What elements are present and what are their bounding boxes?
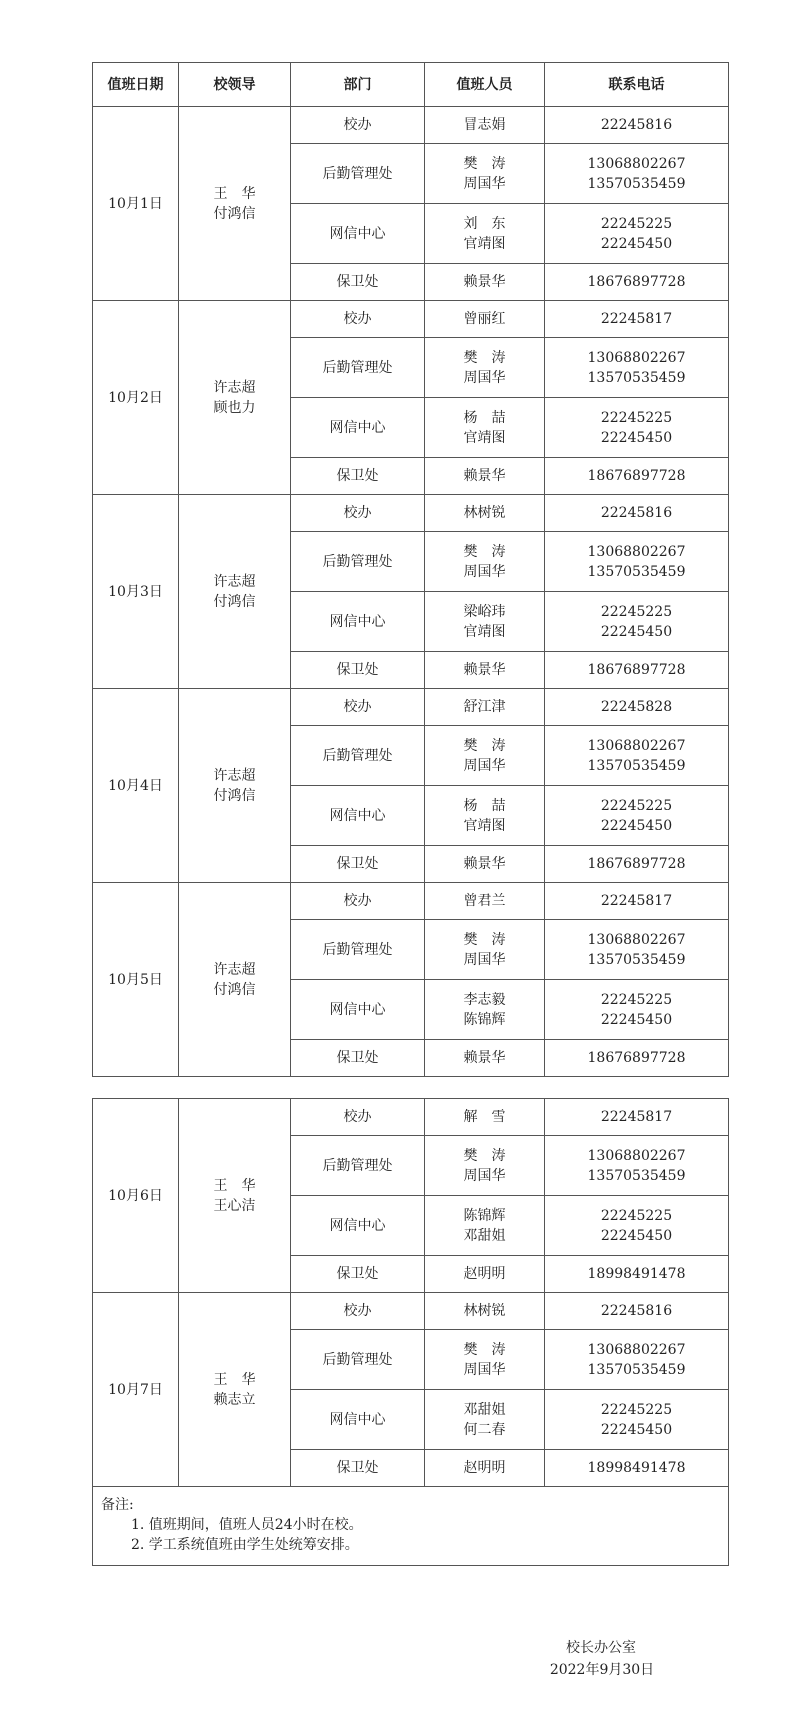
staff (425, 204, 545, 264)
staff-line: 赖景华 (463, 1050, 506, 1066)
department: 网信中心 (291, 592, 425, 652)
staff-line: 官靖图 (463, 623, 506, 640)
staff (425, 495, 545, 532)
staff-line: 曾丽红 (463, 311, 506, 327)
staff-line: 樊 涛 (463, 931, 506, 948)
phone (545, 980, 729, 1040)
staff (425, 1450, 545, 1487)
header-date: 值班日期 (93, 63, 179, 107)
phone-line: 13570535459 (587, 369, 686, 386)
staff-line: 赖景华 (463, 856, 506, 872)
department: 网信中心 (291, 398, 425, 458)
staff-line: 何二春 (463, 1421, 506, 1438)
phone-line: 13570535459 (587, 1167, 686, 1184)
notes-title: 备注: (101, 1497, 134, 1513)
department: 后勤管理处 (291, 726, 425, 786)
phone-line: 13068802267 (587, 155, 686, 172)
leaders (179, 107, 291, 301)
staff-line: 解 雪 (463, 1109, 506, 1125)
staff-line: 赵明明 (463, 1266, 506, 1282)
department: 保卫处 (291, 264, 425, 301)
staff-line: 周国华 (463, 1361, 506, 1378)
leaders (179, 689, 291, 883)
phone-line: 18676897728 (587, 1050, 686, 1066)
phone (545, 301, 729, 338)
staff (425, 1040, 545, 1077)
phone-line: 22245225 (600, 797, 673, 814)
staff-line: 邓甜姐 (463, 1227, 506, 1244)
department: 保卫处 (291, 652, 425, 689)
phone (545, 592, 729, 652)
duty-date: 10月2日 (93, 301, 179, 495)
phone (545, 726, 729, 786)
department: 校办 (291, 883, 425, 920)
department: 校办 (291, 689, 425, 726)
department: 网信中心 (291, 1390, 425, 1450)
department: 校办 (291, 1099, 425, 1136)
staff (425, 1293, 545, 1330)
staff-line: 樊 涛 (463, 1147, 506, 1164)
phone-line: 22245450 (600, 1421, 673, 1438)
staff-line: 林树锐 (463, 505, 506, 521)
department: 网信中心 (291, 204, 425, 264)
department: 后勤管理处 (291, 338, 425, 398)
leaders-line: 赖志立 (213, 1391, 256, 1408)
phone (545, 1256, 729, 1293)
notes-cell (93, 1487, 729, 1566)
phone-line: 13570535459 (587, 563, 686, 580)
header-phone: 联系电话 (545, 63, 729, 107)
duty-table-body-1 (93, 107, 729, 1077)
phone-line: 18998491478 (587, 1460, 686, 1476)
duty-date: 10月4日 (93, 689, 179, 883)
duty-date: 10月3日 (93, 495, 179, 689)
phone (545, 1293, 729, 1330)
leaders-line: 付鸿信 (213, 205, 256, 222)
staff (425, 264, 545, 301)
duty-table-page-1 (92, 62, 729, 1077)
phone-line: 13570535459 (587, 757, 686, 774)
phone (545, 1330, 729, 1390)
phone (545, 846, 729, 883)
staff (425, 458, 545, 495)
department: 保卫处 (291, 846, 425, 883)
leaders (179, 1293, 291, 1487)
phone-line: 22245450 (600, 429, 673, 446)
phone (545, 920, 729, 980)
department: 校办 (291, 495, 425, 532)
leaders (179, 883, 291, 1077)
department: 后勤管理处 (291, 920, 425, 980)
staff-line: 赖景华 (463, 662, 506, 678)
phone (545, 652, 729, 689)
staff-line: 周国华 (463, 369, 506, 386)
signature-date: 2022年9月30日 (549, 1662, 655, 1678)
staff (425, 726, 545, 786)
staff-line: 邓甜姐 (463, 1401, 506, 1418)
table-row (93, 1099, 729, 1136)
phone-line: 22245225 (600, 603, 673, 620)
duty-table-body-2 (93, 1099, 729, 1487)
phone (545, 458, 729, 495)
department: 后勤管理处 (291, 144, 425, 204)
phone (545, 786, 729, 846)
department: 保卫处 (291, 1040, 425, 1077)
staff (425, 786, 545, 846)
staff (425, 338, 545, 398)
staff (425, 1330, 545, 1390)
staff-line: 周国华 (463, 563, 506, 580)
staff-line: 赵明明 (463, 1460, 506, 1476)
department: 校办 (291, 107, 425, 144)
phone-line: 13570535459 (587, 175, 686, 192)
table-row (93, 495, 729, 532)
phone-line: 18676897728 (587, 468, 686, 484)
leaders-line: 王 华 (213, 1177, 256, 1194)
staff-line: 梁峪玮 (463, 603, 506, 620)
staff-line: 曾君兰 (463, 893, 506, 909)
staff-line: 冒志娟 (463, 117, 506, 133)
department: 网信中心 (291, 980, 425, 1040)
leaders-line: 王 华 (213, 185, 256, 202)
phone-line: 13068802267 (587, 543, 686, 560)
table-row (93, 883, 729, 920)
header-staff: 值班人员 (425, 63, 545, 107)
staff (425, 107, 545, 144)
staff-line: 樊 涛 (463, 1341, 506, 1358)
phone (545, 338, 729, 398)
phone (545, 883, 729, 920)
staff-line: 杨 喆 (463, 409, 506, 426)
phone-line: 13068802267 (587, 931, 686, 948)
phone-line: 22245816 (600, 505, 673, 521)
phone-line: 22245817 (600, 311, 673, 327)
staff (425, 980, 545, 1040)
leaders-line: 王心洁 (213, 1197, 256, 1214)
staff (425, 652, 545, 689)
staff-line: 李志毅 (463, 991, 506, 1008)
phone-line: 22245450 (600, 1227, 673, 1244)
department: 校办 (291, 301, 425, 338)
staff-line: 杨 喆 (463, 797, 506, 814)
notes-row (93, 1487, 729, 1566)
leaders-line: 许志超 (213, 961, 256, 978)
staff-line: 周国华 (463, 175, 506, 192)
phone-line: 13068802267 (587, 1341, 686, 1358)
duty-date: 10月6日 (93, 1099, 179, 1293)
staff-line: 周国华 (463, 757, 506, 774)
staff-line: 周国华 (463, 1167, 506, 1184)
department: 网信中心 (291, 786, 425, 846)
phone-line: 18676897728 (587, 274, 686, 290)
staff (425, 1136, 545, 1196)
phone-line: 13570535459 (587, 951, 686, 968)
department: 保卫处 (291, 1256, 425, 1293)
staff (425, 144, 545, 204)
leaders-line: 许志超 (213, 379, 256, 396)
header-leaders: 校领导 (179, 63, 291, 107)
phone (545, 689, 729, 726)
staff-line: 官靖图 (463, 817, 506, 834)
staff (425, 1196, 545, 1256)
table-row (93, 301, 729, 338)
leaders (179, 1099, 291, 1293)
leaders (179, 495, 291, 689)
staff-line: 林树锐 (463, 1303, 506, 1319)
phone-line: 13570535459 (587, 1361, 686, 1378)
staff (425, 920, 545, 980)
phone-line: 22245450 (600, 235, 673, 252)
staff (425, 846, 545, 883)
phone-line: 22245225 (600, 1401, 673, 1418)
phone-line: 13068802267 (587, 349, 686, 366)
phone-line: 18998491478 (587, 1266, 686, 1282)
phone-line: 22245828 (600, 699, 673, 715)
phone-line: 22245225 (600, 1207, 673, 1224)
duty-table-page-2 (92, 1098, 729, 1566)
duty-date: 10月7日 (93, 1293, 179, 1487)
phone (545, 1450, 729, 1487)
phone (545, 398, 729, 458)
staff-line: 陈锦辉 (463, 1011, 506, 1028)
staff-line: 赖景华 (463, 468, 506, 484)
staff-line: 官靖图 (463, 429, 506, 446)
note-item-2: 2. 学工系统值班由学生处统筹安排。 (131, 1537, 359, 1553)
staff-line: 周国华 (463, 951, 506, 968)
phone-line: 22245450 (600, 1011, 673, 1028)
department: 后勤管理处 (291, 1330, 425, 1390)
staff (425, 592, 545, 652)
duty-date: 10月1日 (93, 107, 179, 301)
staff-line: 樊 涛 (463, 543, 506, 560)
phone-line: 22245225 (600, 215, 673, 232)
phone (545, 204, 729, 264)
staff (425, 398, 545, 458)
staff (425, 532, 545, 592)
phone (545, 107, 729, 144)
phone (545, 1390, 729, 1450)
phone-line: 18676897728 (587, 856, 686, 872)
leaders-line: 付鸿信 (213, 981, 256, 998)
department: 网信中心 (291, 1196, 425, 1256)
phone (545, 144, 729, 204)
department: 保卫处 (291, 458, 425, 495)
phone (545, 1040, 729, 1077)
phone (545, 532, 729, 592)
staff-line: 官靖图 (463, 235, 506, 252)
leaders-line: 付鸿信 (213, 593, 256, 610)
department: 后勤管理处 (291, 532, 425, 592)
header-department: 部门 (291, 63, 425, 107)
leaders-line: 王 华 (213, 1371, 256, 1388)
phone-line: 22245450 (600, 623, 673, 640)
phone-line: 22245450 (600, 817, 673, 834)
staff-line: 刘 东 (463, 215, 506, 232)
phone-line: 18676897728 (587, 662, 686, 678)
note-item-1: 1. 值班期间，值班人员24小时在校。 (131, 1517, 363, 1533)
staff-line: 陈锦辉 (463, 1207, 506, 1224)
table-row (93, 689, 729, 726)
table-header-row (93, 63, 729, 107)
staff (425, 301, 545, 338)
department: 校办 (291, 1293, 425, 1330)
staff-line: 舒江津 (463, 699, 506, 715)
phone-line: 22245817 (600, 1109, 673, 1125)
department: 保卫处 (291, 1450, 425, 1487)
leaders-line: 许志超 (213, 767, 256, 784)
phone (545, 1099, 729, 1136)
phone (545, 495, 729, 532)
phone-line: 13068802267 (587, 1147, 686, 1164)
leaders (179, 301, 291, 495)
staff-line: 樊 涛 (463, 349, 506, 366)
staff (425, 883, 545, 920)
duty-date: 10月5日 (93, 883, 179, 1077)
staff (425, 689, 545, 726)
staff (425, 1390, 545, 1450)
staff-line: 樊 涛 (463, 737, 506, 754)
phone-line: 22245816 (600, 1303, 673, 1319)
leaders-line: 许志超 (213, 573, 256, 590)
staff-line: 樊 涛 (463, 155, 506, 172)
phone-line: 22245225 (600, 409, 673, 426)
phone-line: 22245817 (600, 893, 673, 909)
phone (545, 1136, 729, 1196)
phone-line: 22245225 (600, 991, 673, 1008)
signature-org: 校长办公室 (566, 1640, 636, 1656)
department: 后勤管理处 (291, 1136, 425, 1196)
phone (545, 1196, 729, 1256)
leaders-line: 付鸿信 (213, 787, 256, 804)
phone-line: 13068802267 (587, 737, 686, 754)
phone (545, 264, 729, 301)
staff (425, 1099, 545, 1136)
leaders-line: 顾也力 (213, 399, 256, 416)
staff-line: 赖景华 (463, 274, 506, 290)
table-row (93, 1293, 729, 1330)
staff (425, 1256, 545, 1293)
phone-line: 22245816 (600, 117, 673, 133)
table-row (93, 107, 729, 144)
